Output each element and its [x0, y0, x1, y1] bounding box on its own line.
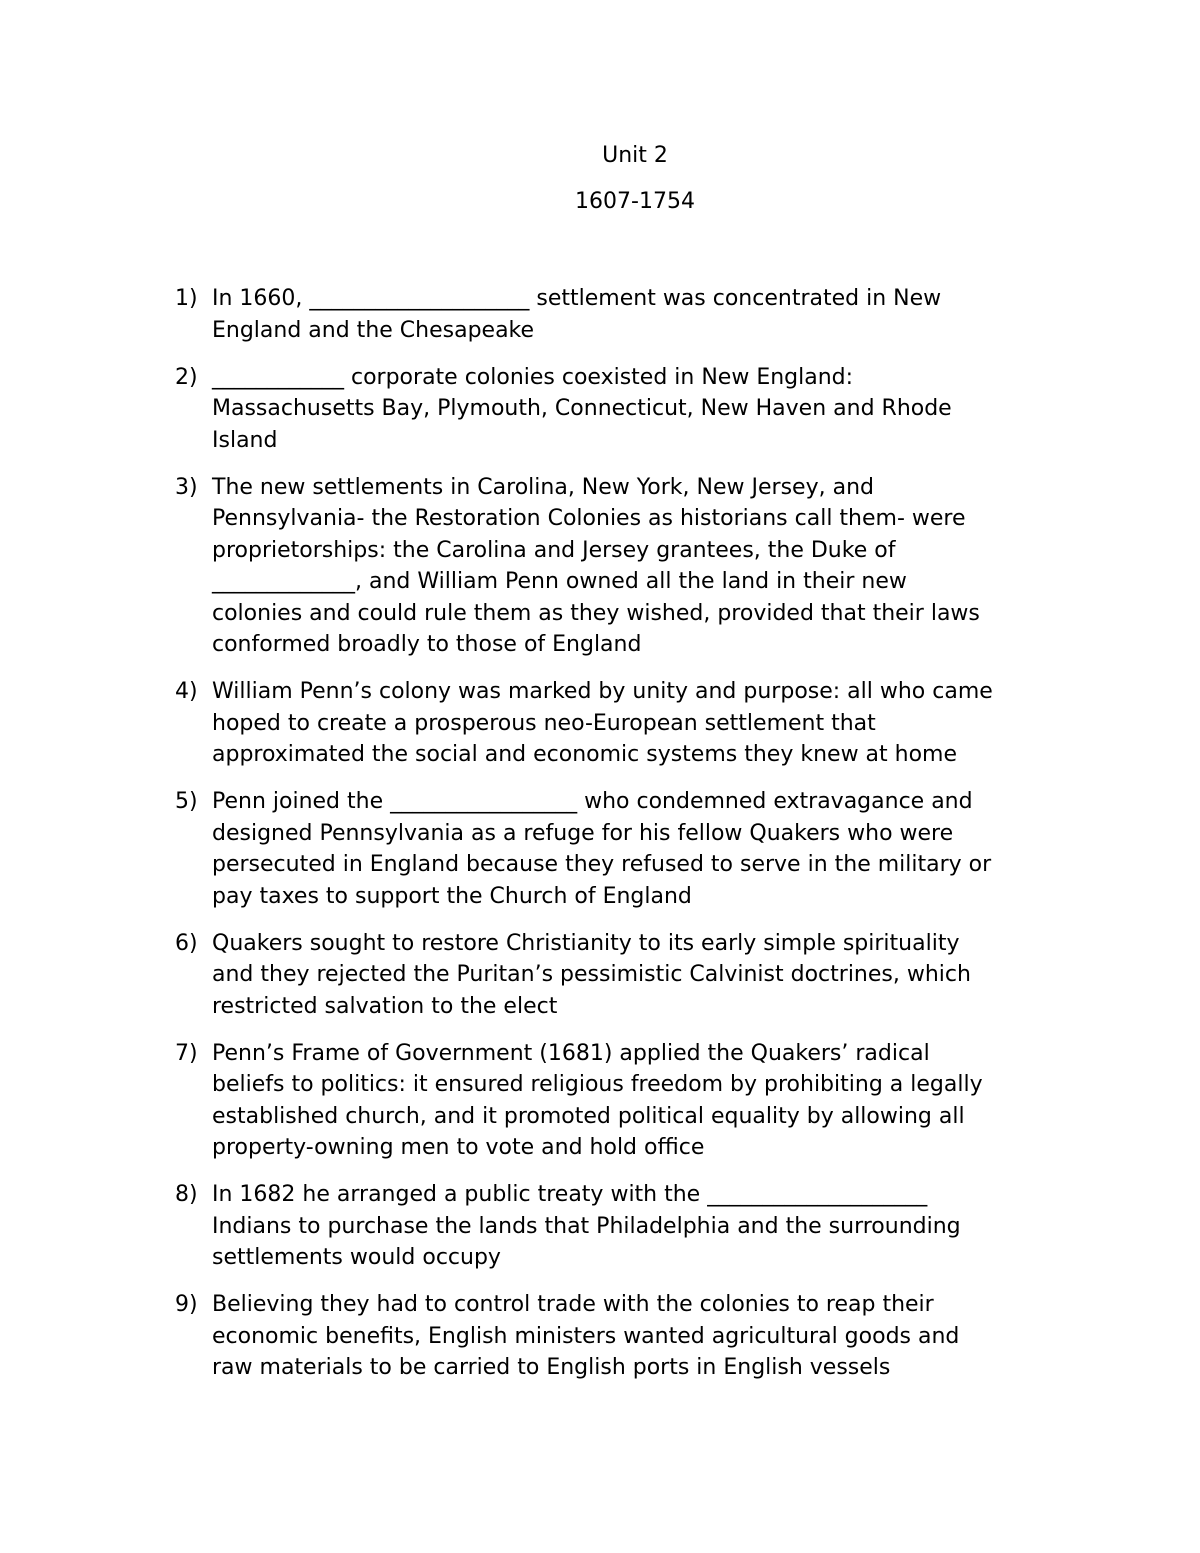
- question-text: Believing they had to control trade with the colonies to reap their economic benefits, English ministers wanted agricultural goods and raw materials to be carried to English ports in English vessels: [212, 1292, 960, 1380]
- document-title: Unit 2: [602, 143, 668, 168]
- question-item: [175, 928, 1075, 1023]
- question-item: [175, 362, 1075, 457]
- question-item: [175, 676, 1075, 771]
- question-text: The new settlements in Carolina, New York, New Jersey, and Pennsylvania- the Restoration Colonies as historians call them- were proprietorships: the Carolina and Jersey grantees, the Duke of _____________, and William Penn owned all the land in their new colonies and could rule them as they wished, provided that their laws conformed broadly to those of England: [212, 474, 980, 657]
- question-number: 7): [175, 1040, 198, 1066]
- question-text: Penn joined the _________________ who condemned extravagance and designed Pennsylvania as a refuge for his fellow Quakers who were persecuted in England because they refused to serve in the military or pay taxes to support the Church of England: [212, 789, 992, 909]
- question-text: In 1660, ____________________ settlement was concentrated in New England and the Chesapeake: [212, 286, 942, 343]
- question-text: Penn’s Frame of Government (1681) applied the Quakers’ radical beliefs to politics: it ensured religious freedom by prohibiting a legally established church, and it promoted political equality by allowing all property-owning men to vote and hold office: [212, 1040, 983, 1160]
- question-list: [175, 283, 1075, 1399]
- question-number: 8): [175, 1182, 198, 1207]
- question-text: William Penn’s colony was marked by unity and purpose: all who came hoped to create a prosperous neo-European settlement that approximated the social and economic systems they knew at home: [212, 679, 993, 767]
- question-number: 5): [175, 789, 198, 814]
- question-item: [175, 283, 1075, 346]
- question-number: 1): [175, 286, 198, 311]
- question-number: 6): [175, 930, 198, 956]
- question-text: Quakers sought to restore Christianity to its early simple spirituality and they rejected the Puritan’s pessimistic Calvinist doctrines, which restricted salvation to the elect: [212, 930, 971, 1019]
- question-item: [175, 786, 1075, 912]
- question-item: [175, 1038, 1075, 1164]
- question-item: [175, 1179, 1075, 1274]
- question-text: In 1682 he arranged a public treaty with the ____________________ Indians to purchase the lands that Philadelphia and the surrounding settlements would occupy: [212, 1182, 961, 1270]
- document-subtitle-years: 1607-1754: [575, 189, 695, 214]
- question-number: 3): [175, 474, 198, 500]
- question-item: [175, 472, 1075, 661]
- question-number: 4): [175, 679, 198, 704]
- question-number: 2): [175, 364, 198, 390]
- question-number: 9): [175, 1292, 198, 1317]
- question-item: [175, 1289, 1075, 1384]
- question-text: ____________ corporate colonies coexisted in New England: Massachusetts Bay, Plymouth, Connecticut, New Haven and Rhode Island: [212, 364, 952, 453]
